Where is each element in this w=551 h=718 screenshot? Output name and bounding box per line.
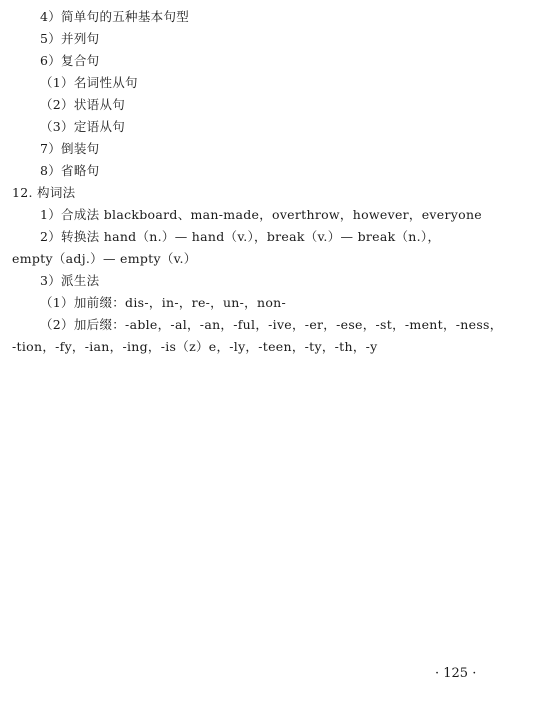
page-number: · 125 ·: [435, 666, 477, 681]
item-noun-clause: （1）名词性从句: [40, 75, 138, 90]
item-derivation: 3）派生法: [40, 273, 100, 288]
item-compound-sentence: 5）并列句: [40, 31, 100, 46]
item-complex-sentence: 6）复合句: [40, 53, 100, 68]
item-suffixes: （2）加后缀：-able，-al，-an，-ful，-ive，-er，-ese，-st，-ment，-ness，: [40, 317, 503, 332]
item-prefixes: （1）加前缀：dis-，in-，re-，un-，non-: [40, 295, 287, 310]
item-conversion-continued: empty（adj.）— empty（v.）: [12, 251, 197, 266]
item-adverbial-clause: （2）状语从句: [40, 97, 126, 112]
item-inversion: 7）倒装句: [40, 141, 100, 156]
item-suffixes-continued: -tion，-fy，-ian，-ing，-is（z）e，-ly，-teen，-ty，-th，-y: [12, 339, 378, 354]
item-simple-sentence-patterns: 4）简单句的五种基本句型: [40, 9, 190, 24]
item-compounding: 1）合成法 blackboard、man-made，overthrow，however，everyone: [40, 207, 483, 222]
item-conversion: 2）转换法 hand（n.）— hand（v.），break（v.）— break（n.），: [40, 229, 441, 244]
item-attributive-clause: （3）定语从句: [40, 119, 126, 134]
item-ellipsis: 8）省略句: [40, 163, 100, 178]
section-word-formation-heading: 12. 构词法: [12, 185, 76, 200]
